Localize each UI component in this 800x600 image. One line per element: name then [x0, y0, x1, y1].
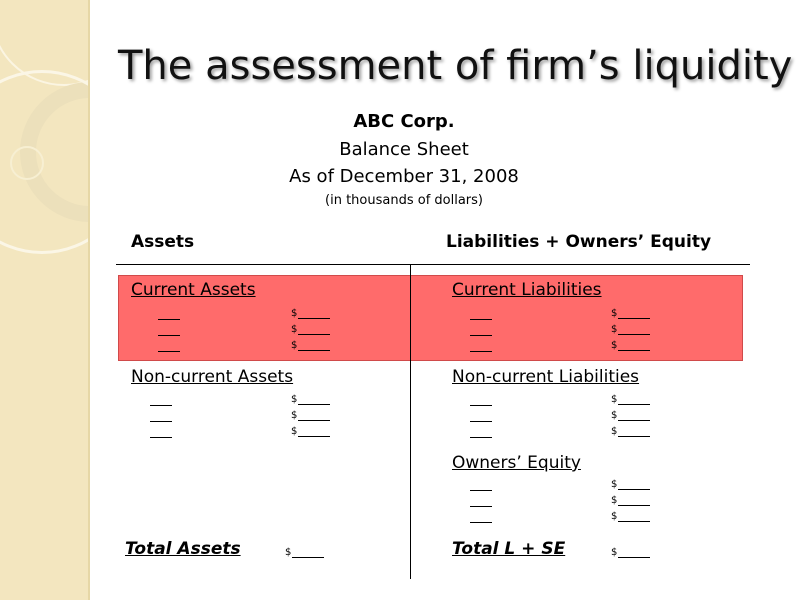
total-liabilities-equity-label: Total L + SE [452, 539, 566, 559]
currency-symbol: $ [611, 426, 618, 437]
current-liability-amount [611, 338, 650, 352]
current-asset-blank [158, 335, 180, 336]
total-assets-label: Total Assets [125, 539, 241, 559]
currency-symbol: $ [611, 340, 618, 351]
currency-symbol: $ [285, 547, 292, 558]
sidebar-divider [88, 0, 90, 600]
currency-symbol: $ [291, 308, 298, 319]
amount-blank [618, 489, 650, 490]
total-assets-amount [285, 545, 324, 559]
currency-symbol: $ [611, 547, 618, 558]
currency-symbol: $ [291, 394, 298, 405]
current-asset-amount [291, 306, 330, 320]
owners-equity-blank [470, 522, 492, 523]
statement-name: Balance Sheet [339, 139, 469, 160]
noncurrent-liability-blank [470, 421, 492, 422]
currency-symbol: $ [291, 324, 298, 335]
current-asset-amount [291, 338, 330, 352]
amount-blank [618, 505, 650, 506]
noncurrent-asset-amount [291, 424, 330, 438]
noncurrent-liability-amount [611, 424, 650, 438]
amount-blank [618, 557, 650, 558]
owners-equity-blank [470, 490, 492, 491]
current-liability-blank [470, 335, 492, 336]
decorative-sidebar [0, 0, 88, 600]
header-rule [116, 264, 750, 265]
amount-blank [618, 350, 650, 351]
owners-equity-heading: Owners’ Equity [452, 453, 581, 473]
amount-blank [298, 420, 330, 421]
amount-blank [618, 318, 650, 319]
current-liability-amount [611, 322, 650, 336]
amount-blank [618, 334, 650, 335]
noncurrent-liability-blank [470, 405, 492, 406]
owners-equity-amount [611, 509, 650, 523]
amount-blank [298, 436, 330, 437]
assets-column-header: Assets [131, 232, 195, 252]
noncurrent-asset-blank [150, 437, 172, 438]
current-liabilities-heading: Current Liabilities [452, 280, 602, 300]
noncurrent-liability-blank [470, 437, 492, 438]
current-assets-heading: Current Assets [131, 280, 256, 300]
noncurrent-assets-heading: Non-current Assets [131, 367, 294, 387]
currency-symbol: $ [611, 495, 618, 506]
amount-blank [292, 557, 324, 558]
amount-blank [618, 420, 650, 421]
currency-symbol: $ [611, 324, 618, 335]
currency-symbol: $ [291, 340, 298, 351]
currency-symbol: $ [291, 410, 298, 421]
slide-title: The assessment of firm’s liquidity [118, 43, 793, 89]
noncurrent-asset-blank [150, 421, 172, 422]
company-name: ABC Corp. [353, 111, 455, 132]
currency-symbol: $ [611, 308, 618, 319]
amount-blank [298, 318, 330, 319]
owners-equity-amount [611, 477, 650, 491]
current-asset-amount [291, 322, 330, 336]
amount-blank [298, 350, 330, 351]
statement-date: As of December 31, 2008 [289, 166, 519, 187]
current-asset-blank [158, 319, 180, 320]
amount-blank [298, 404, 330, 405]
amount-blank [618, 521, 650, 522]
noncurrent-liabilities-heading: Non-current Liabilities [452, 367, 640, 387]
currency-symbol: $ [291, 426, 298, 437]
currency-symbol: $ [611, 479, 618, 490]
noncurrent-asset-amount [291, 392, 330, 406]
amount-blank [618, 436, 650, 437]
noncurrent-liability-amount [611, 392, 650, 406]
current-liability-blank [470, 351, 492, 352]
statement-units: (in thousands of dollars) [325, 193, 483, 208]
noncurrent-liability-amount [611, 408, 650, 422]
currency-symbol: $ [611, 410, 618, 421]
liabilities-equity-column-header: Liabilities + Owners’ Equity [446, 232, 712, 252]
amount-blank [298, 334, 330, 335]
decorative-ring [10, 146, 44, 180]
currency-symbol: $ [611, 511, 618, 522]
column-divider [410, 265, 411, 579]
current-asset-blank [158, 351, 180, 352]
amount-blank [618, 404, 650, 405]
current-liability-amount [611, 306, 650, 320]
noncurrent-asset-amount [291, 408, 330, 422]
noncurrent-asset-blank [150, 405, 172, 406]
current-liability-blank [470, 319, 492, 320]
owners-equity-blank [470, 506, 492, 507]
owners-equity-amount [611, 493, 650, 507]
total-liabilities-equity-amount [611, 545, 650, 559]
currency-symbol: $ [611, 394, 618, 405]
